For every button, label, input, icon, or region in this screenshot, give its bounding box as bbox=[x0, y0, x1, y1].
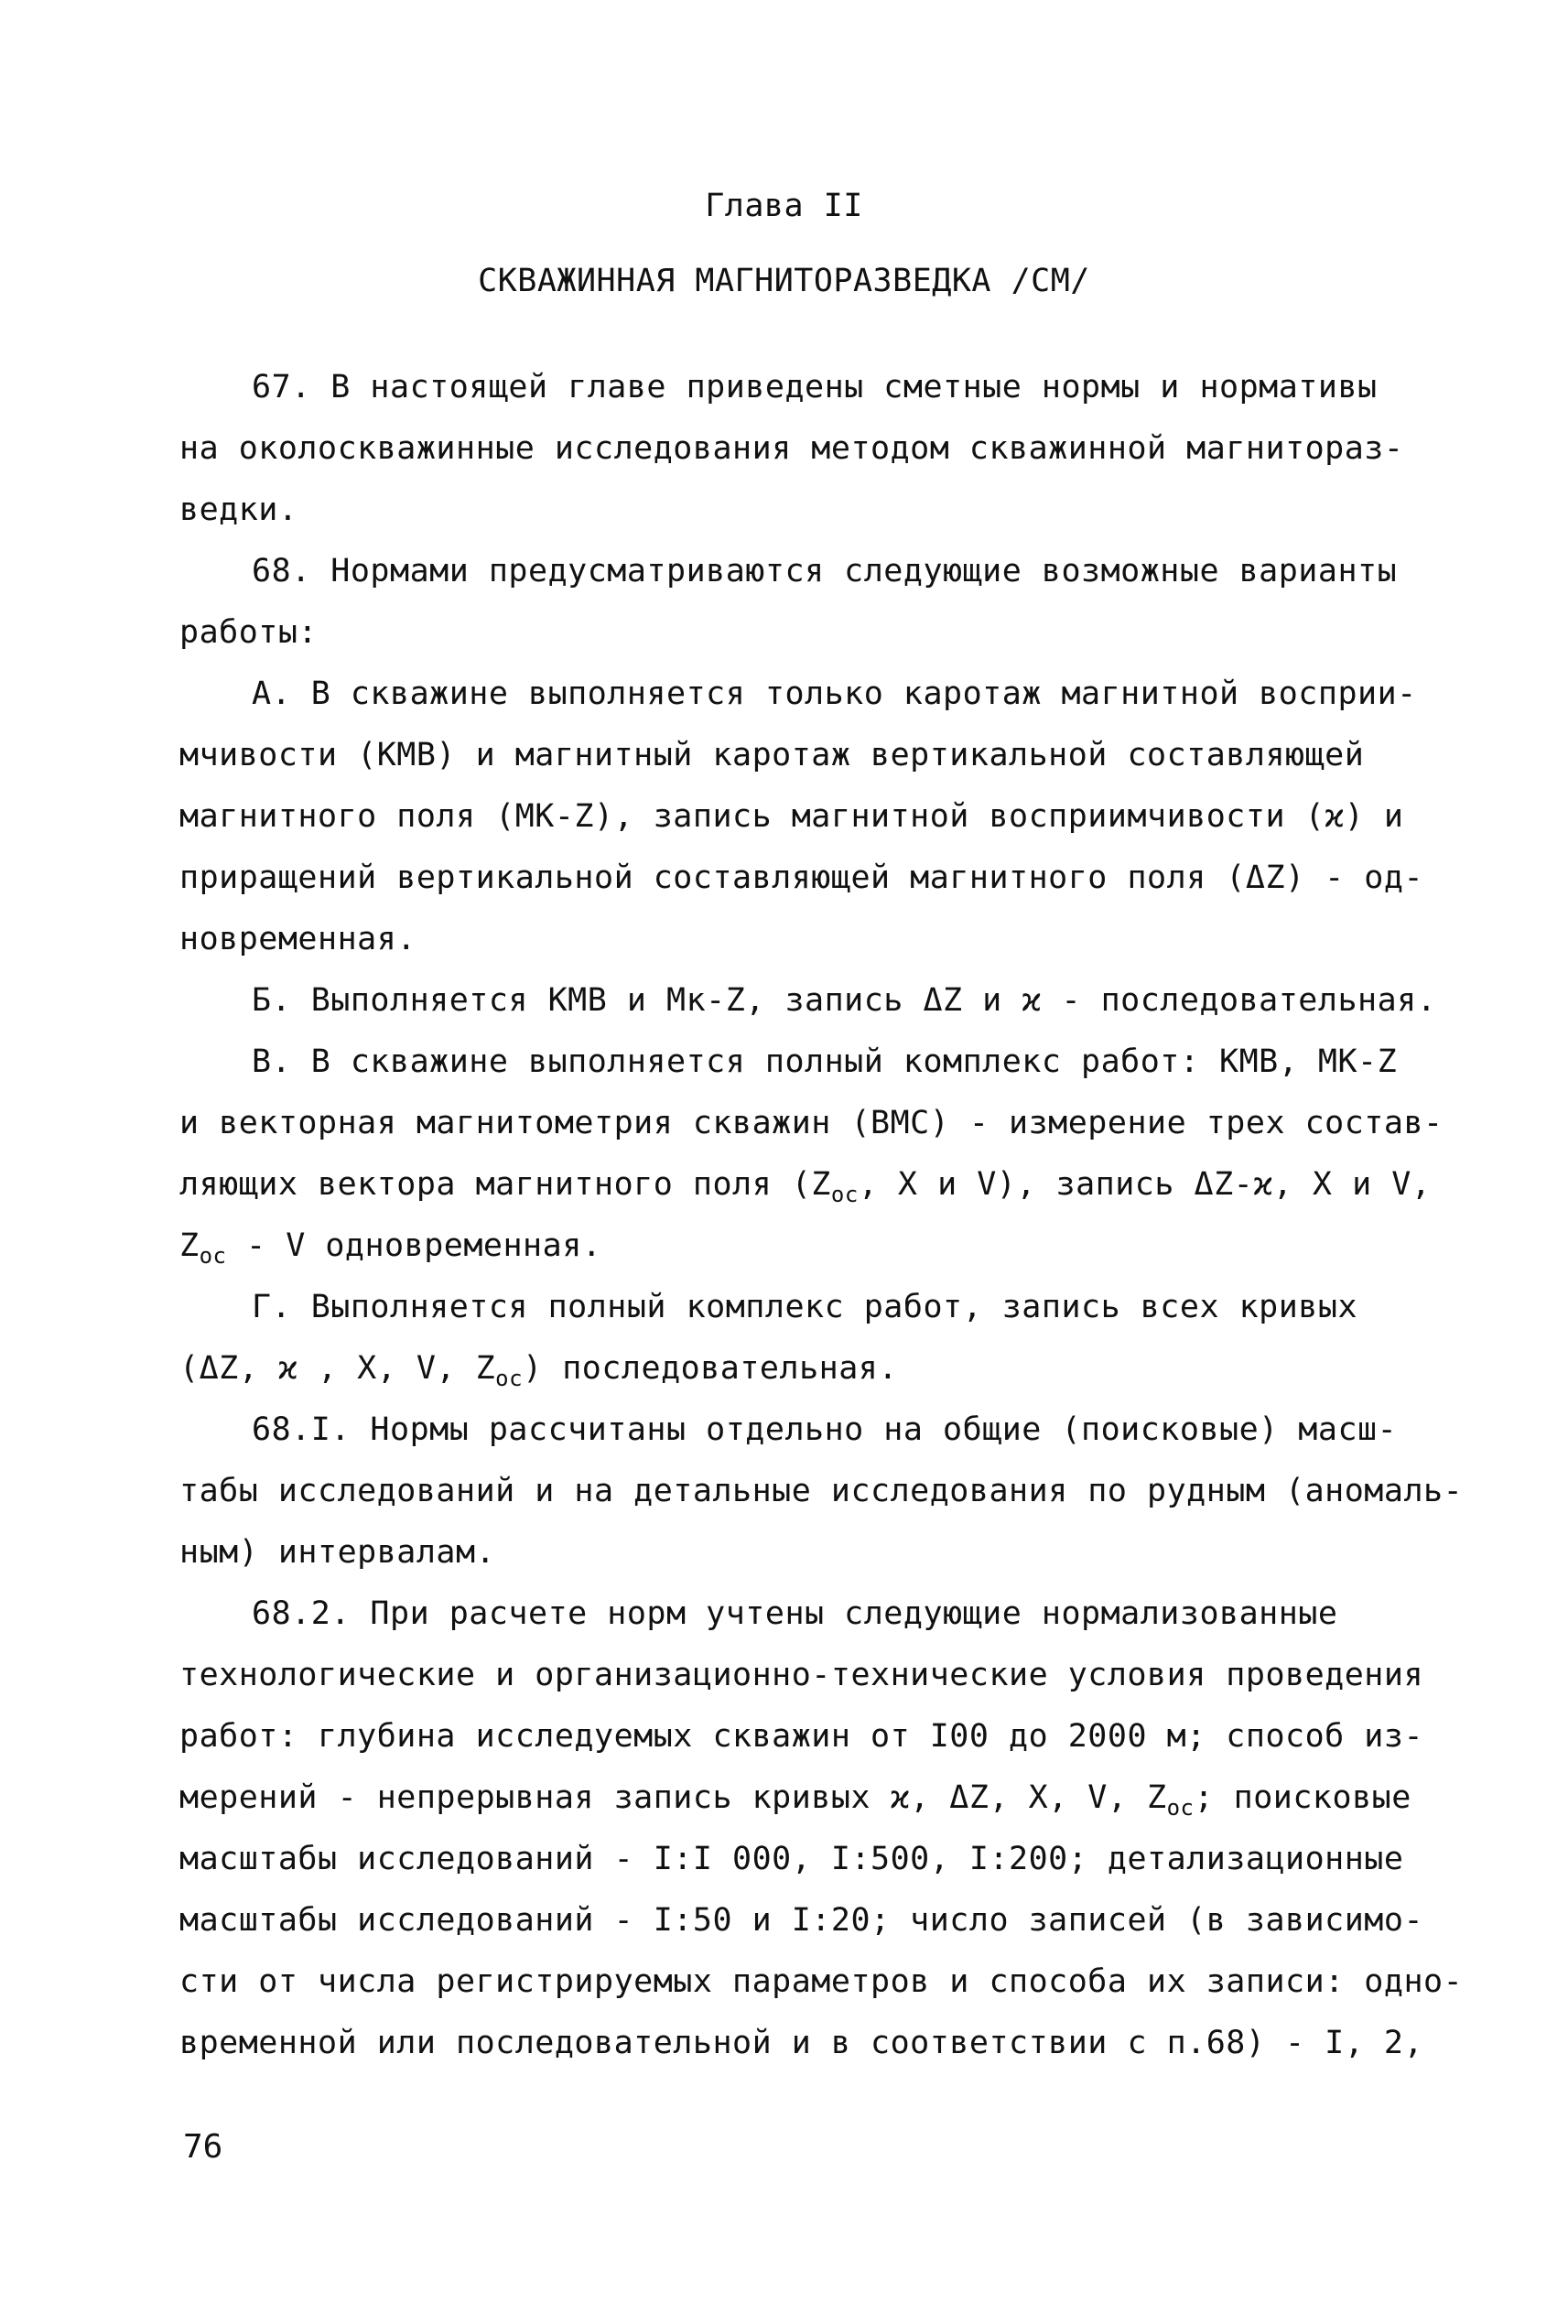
text-fragment: , X и V), запись ΔZ-ϰ, X и V, bbox=[858, 1166, 1432, 1203]
text-line: В. В скважине выполняется полный комплекс работ: КМВ, МК-Z bbox=[252, 1043, 1398, 1080]
text-line: технологические и организационно-технические условия проведения bbox=[179, 1657, 1424, 1693]
text-fragment: Z bbox=[179, 1227, 200, 1264]
text-line: сти от числа регистрируемых параметров и способа их записи: одно- bbox=[179, 1963, 1464, 2000]
text-line: магнитного поля (МК-Z), запись магнитной восприимчивости (ϰ) и bbox=[179, 798, 1404, 835]
text-line: 68. Нормами предусматриваются следующие возможные варианты bbox=[252, 553, 1398, 589]
text-line: на околоскважинные исследования методом скважинной магнитораз- bbox=[179, 430, 1404, 467]
subscript: ос bbox=[495, 1366, 524, 1391]
text-line: табы исследований и на детальные исследования по рудным (аномаль- bbox=[179, 1473, 1464, 1509]
text-fragment: ; поисковые bbox=[1194, 1779, 1411, 1816]
text-line: масштабы исследований - I:50 и I:20; число записей (в зависимо- bbox=[179, 1902, 1424, 1939]
text-line: и векторная магнитометрия скважин (ВМС) - измерение трех состав- bbox=[179, 1105, 1444, 1141]
chapter-heading: Глава II bbox=[705, 188, 863, 224]
text-line bbox=[179, 1779, 1411, 1821]
text-line: новременная. bbox=[179, 921, 416, 957]
text-line bbox=[179, 1166, 1432, 1207]
text-line: 68.2. При расчете норм учтены следующие нормализованные bbox=[252, 1595, 1338, 1632]
text-line: масштабы исследований - I:I 000, I:500, I:200; детализационные bbox=[179, 1841, 1404, 1877]
text-line: ным) интервалам. bbox=[179, 1534, 496, 1571]
text-fragment: (ΔZ, ϰ , X, V, Z bbox=[179, 1350, 496, 1387]
text-line: работ: глубина исследуемых скважин от I00 до 2000 м; способ из- bbox=[179, 1718, 1424, 1755]
text-line: Г. Выполняется полный комплекс работ, запись всех кривых bbox=[252, 1289, 1358, 1325]
subscript: ос bbox=[1166, 1795, 1195, 1821]
subscript: ос bbox=[199, 1243, 227, 1269]
text-fragment: - V одновременная. bbox=[226, 1227, 602, 1264]
text-fragment: мерений - непрерывная запись кривых ϰ, ΔZ, X, V, Z bbox=[179, 1779, 1167, 1816]
text-line: А. В скважине выполняется только каротаж магнитной восприи- bbox=[252, 676, 1417, 712]
text-line bbox=[179, 1350, 898, 1391]
text-fragment: ) последовательная. bbox=[523, 1350, 898, 1387]
text-line: мчивости (КМВ) и магнитный каротаж вертикальной составляющей bbox=[179, 737, 1365, 773]
text-line bbox=[179, 1227, 602, 1269]
text-line: 67. В настоящей главе приведены сметные нормы и нормативы bbox=[252, 369, 1378, 405]
text-line: работы: bbox=[179, 614, 319, 651]
text-fragment: ляющих вектора магнитного поля (Z bbox=[179, 1166, 831, 1203]
text-line: приращений вертикальной составляющей магнитного поля (ΔZ) - од- bbox=[179, 859, 1424, 896]
text-line: 68.I. Нормы рассчитаны отдельно на общие (поисковые) масш- bbox=[252, 1411, 1398, 1448]
text-line: временной или последовательной и в соответствии с п.68) - I, 2, bbox=[179, 2025, 1424, 2061]
text-line: ведки. bbox=[179, 492, 298, 528]
subscript: ос bbox=[830, 1182, 859, 1207]
text-line: Б. Выполняется КМВ и Мк-Z, запись ΔZ и ϰ - последовательная. bbox=[252, 982, 1437, 1019]
chapter-title: СКВАЖИННАЯ МАГНИТОРАЗВЕДКА /СМ/ bbox=[478, 263, 1090, 299]
page-number: 76 bbox=[183, 2128, 223, 2166]
